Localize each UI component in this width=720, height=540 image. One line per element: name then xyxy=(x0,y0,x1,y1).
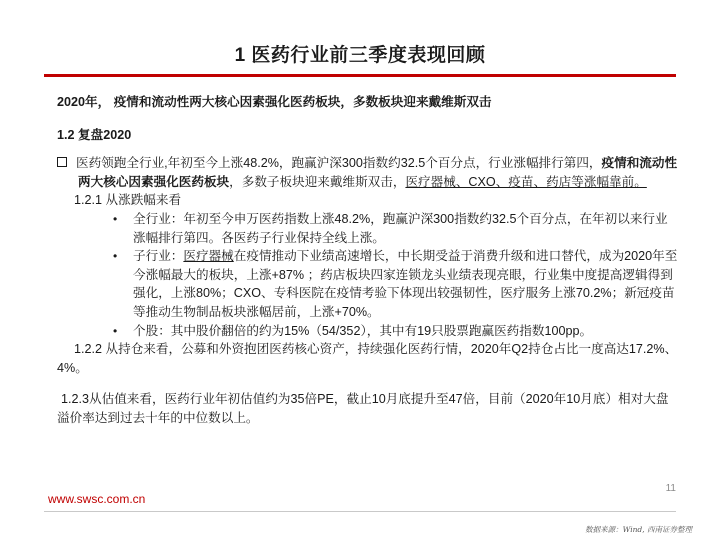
bullet-text: 全行业：年初至今申万医药指数上涨48.2%，跑赢沪深300指数约32.5个百分点，在年初以来行业涨幅排行第四。各医药子行业保持全线上涨。 xyxy=(133,211,668,245)
subsection-121-label: 1.2.1 从涨跌幅来看 xyxy=(74,193,182,208)
slide-body xyxy=(57,93,679,428)
main-para-text-cont: ，多数子板块迎来戴维斯双击， xyxy=(229,174,406,189)
bullet-text-cont: 在疫情推动下业绩高速增长，中长期受益于消费升级和进口替代，成为2020年至今涨幅最大的板块，上涨+87% ；药店板块四家连锁龙头业绩表现亮眼，行业集中度提高逻辑得到强化，上涨80%；CXO、专科医院在疫情考验下体现出较强韧性，医疗服务上涨70.2%；新冠疫苗等推动生物制品板块涨幅居前，上涨+70%。 xyxy=(133,249,678,319)
bullet-item-subindustry xyxy=(113,247,679,321)
paragraph-123: 1.2.3从估值来看，医药行业年初估值约为35倍PE，截止10月底提升至47倍，目前（2020年10月底）相对大盘溢价率达到过去十年的中位数以上。 xyxy=(57,392,669,425)
section-heading: 2020年， 疫情和流动性两大核心因素强化医药板块，多数板块迎来戴维斯双击 xyxy=(57,95,492,109)
bullet-list xyxy=(57,210,679,340)
bullet-text: 子行业： xyxy=(133,249,184,264)
main-paragraph xyxy=(57,154,679,191)
data-source-note: 数据来源：Wind, 西南证券整理 xyxy=(585,525,692,534)
bullet-item-stocks xyxy=(113,322,679,341)
bullet-item-industry xyxy=(113,210,679,247)
main-para-underlined-text: 医疗器械、CXO、疫苗、药店等涨幅靠前。 xyxy=(405,174,647,189)
subsection-heading: 1.2 复盘2020 xyxy=(57,127,132,142)
bullet-text: 个股：其中股价翻倍的约为15%（54/352），其中有19只股票跑赢医药指数100pp。 xyxy=(133,323,593,338)
title-divider xyxy=(44,74,676,77)
bullet-underlined-text: 医疗器械 xyxy=(183,249,234,264)
footer-divider xyxy=(44,511,676,512)
paragraph-122: 1.2.2 从持仓来看，公募和外资抱团医药核心资产，持续强化医药行情，2020年Q2持仓占比一度高达17.2%、4%。 xyxy=(57,342,678,375)
page-title: 1 医药行业前三季度表现回顾 xyxy=(234,45,486,66)
main-para-bold-text: 疫情和流动性两大核心因素强化医药板块 xyxy=(78,156,678,189)
square-bullet-icon xyxy=(57,157,67,167)
main-para-text: 医药领跑全行业,年初至今上涨48.2%，跑赢沪深300指数约32.5个百分点，行业涨幅排行第四， xyxy=(76,156,602,171)
footer-url-link[interactable]: www.swsc.com.cn xyxy=(48,492,146,506)
page-number: 11 xyxy=(665,483,676,494)
